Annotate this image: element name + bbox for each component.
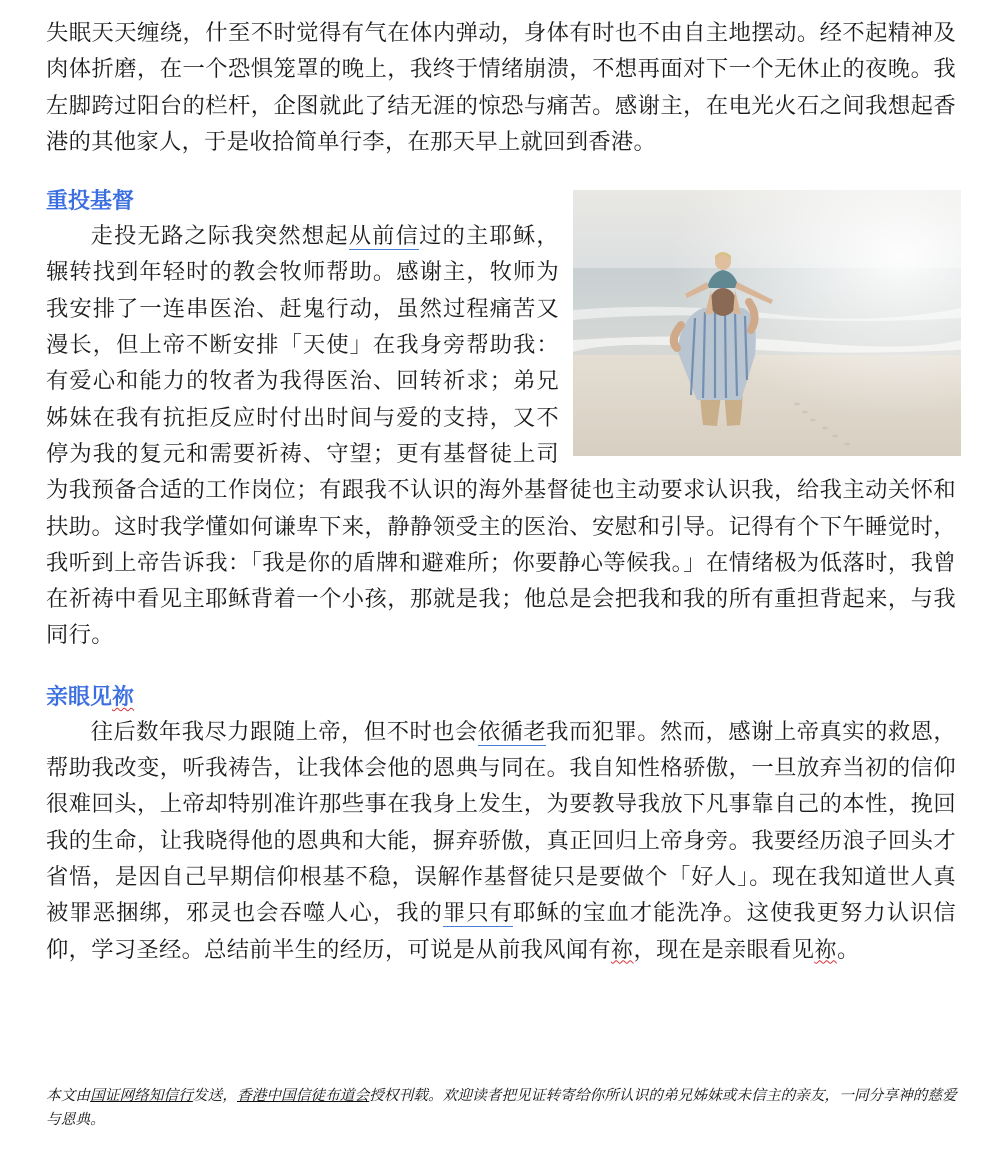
footer-link-source[interactable]: 国证网络知信行 [90,1087,193,1104]
beach-photo-illustration [573,190,961,456]
section1-underlined-phrase: 从前信 [348,223,420,250]
section2-spellcheck-word-2: 祢 [814,936,837,963]
section2-underlined-phrase-2: 罪只有 [443,900,514,927]
footer-note [46,1084,958,1132]
section1-text-a: 走投无路之际我突然想起 [90,223,349,250]
section2-underlined-phrase-1: 依循老 [477,718,547,745]
section1-text-b: 过的主耶稣，辗转找到年轻时的教会牧师帮助。感谢主，牧师为我安排了一连串医治、赶鬼行动，虽然过程痛苦又漫长，但上帝不断安排「天使」在我身旁帮助我：有爱心和能力的牧者为我得医治、回转祈求；弟兄姊妹在我有抗拒反应时付出时间与爱的支持，又不停为我的复元和需要祈祷、守望；更有基督徒上司为我预备合适的工作岗位；有跟我不认识的海外基督徒也主动要求认识我，给我主动关怀和扶助。这时我学懂如何谦卑下来，静静领受主的医治、安慰和引导。记得有个下午睡觉时，我听到上帝告诉我：「我是你的盾牌和避难所；你要静心等候我。」在情绪极为低落时，我曾在祈祷中看见主耶稣背着一个小孩，那就是我；他总是会把我和我的所有重担背起来，与我同行。 [46,223,956,649]
footer-text-b: 发送， [192,1087,237,1104]
section2-text-e: 。 [836,936,860,963]
footer-text-c: 授权刊载。欢迎读者把见证转寄给你所认识的弟兄姊妹或未信主的亲友，一同分享神的慈爱与恩典。 [46,1087,957,1128]
intro-paragraph: 失眠天天缠绕，什至不时觉得有气在体内弹动，身体有时也不由自主地摆动。经不起精神及肉体折磨，在一个恐惧笼罩的晚上，我终于情绪崩溃，不想再面对下一个无休止的夜晚。我左脚跨过阳台的栏杆，企图就此了结无涯的惊恐与痛苦。感谢主，在电光火石之间我想起香港的其他家人，于是收拾简单行李，在那天早上就回到香港。 [46,20,956,155]
section-heading-faith: 重投基督 [46,188,135,215]
section2-paragraph [46,714,956,968]
section2-text-c: 耶稣的宝血才能洗净。这使我更努力认识信仰，学习圣经。总结前半生的经历，可说是从前我风闻有 [46,900,956,963]
section2-spellcheck-word-1: 祢 [610,936,634,963]
section2-heading-spellcheck-word: 祢 [112,683,135,710]
footer-link-publisher[interactable]: 香港中国信徒布道会 [236,1087,370,1104]
section2-heading-text: 亲眼见 [46,683,113,710]
beach-photo [573,190,961,456]
section-heading-seen [46,680,956,714]
section2-text-a: 往后数年我尽力跟随上帝，但不时也会 [90,718,478,745]
footer-text-a: 本文由 [46,1087,91,1104]
section2-text-d: ，现在是亲眼看见 [633,936,815,963]
article [46,14,956,968]
section2-text-b: 我而犯罪。然而，感谢上帝真实的救恩，帮助我改变，听我祷告，让我体会他的恩典与同在。我自知性格骄傲，一旦放弃当初的信仰很难回头，上帝却特别准许那些事在我身上发生，为要教导我放下凡事靠自己的本性，挽回我的生命，让我晓得他的恩典和大能，摒弃骄傲，真正回归上帝身旁。我要经历浪子回头才省悟，是因自己早期信仰根基不稳，误解作基督徒只是要做个「好人」。现在我知道世人真被罪恶捆绑，邪灵也会吞噬人心，我的 [46,718,956,927]
